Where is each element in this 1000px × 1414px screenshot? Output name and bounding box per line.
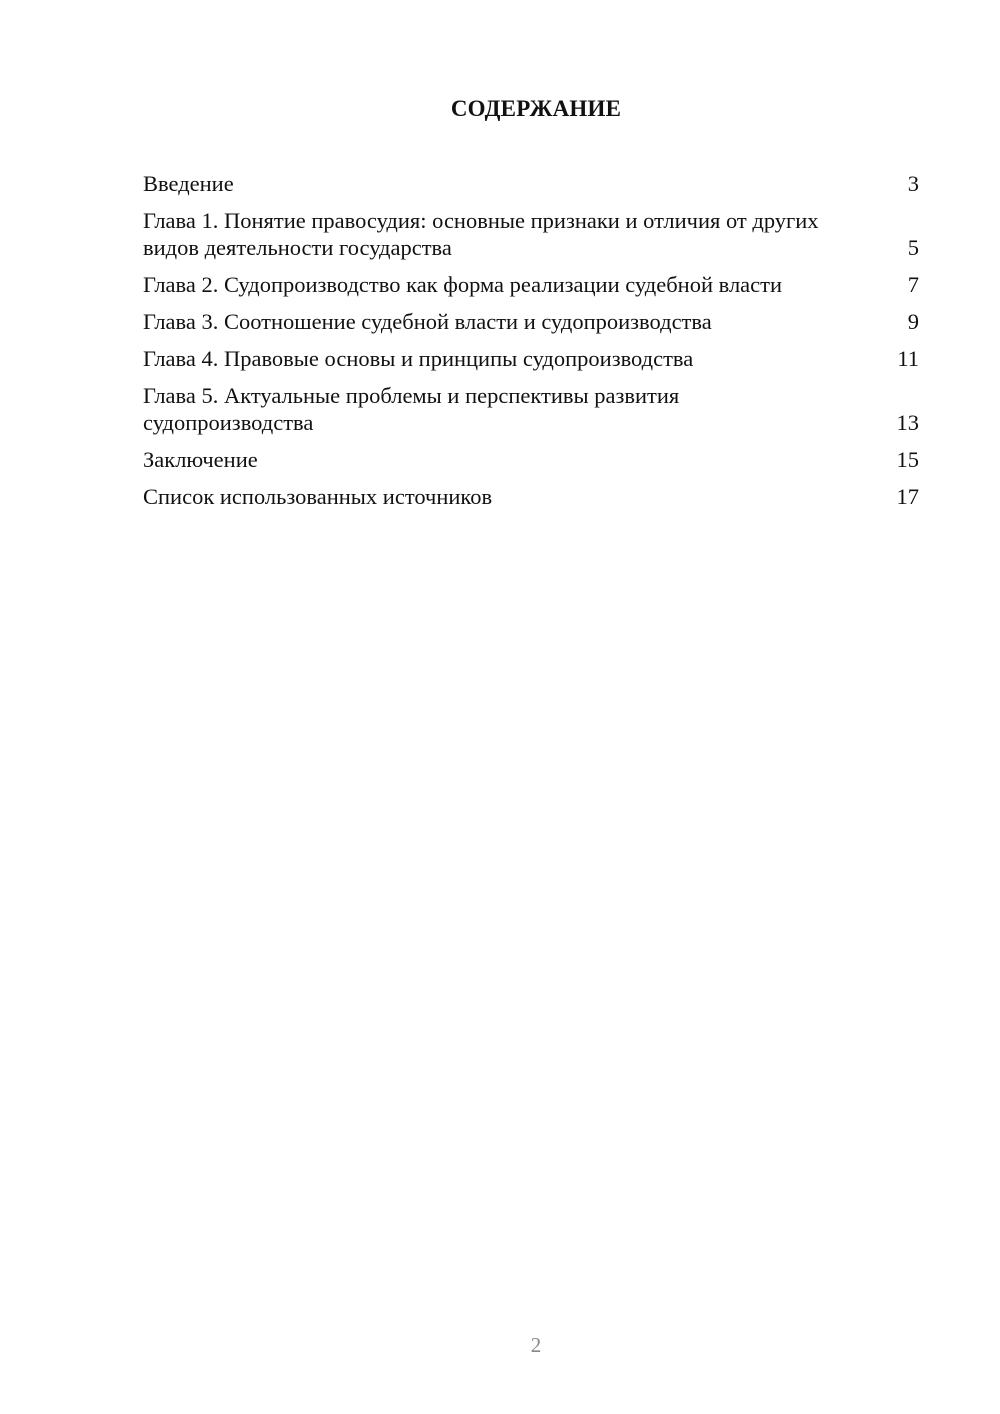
toc-entry-page: 11 (897, 346, 919, 371)
toc-entry-title: Глава 2. Судопроизводство как форма реализации судебной власти (143, 272, 783, 297)
toc-entry-title: Глава 3. Соотношение судебной власти и судопроизводства (143, 309, 712, 334)
toc-entry (143, 207, 919, 261)
toc-entry-title: Заключение (143, 447, 258, 472)
toc-entry (143, 170, 919, 197)
toc-entry (143, 382, 919, 436)
toc-entry (143, 271, 919, 298)
toc-entry-title: Глава 5. Актуальные проблемы и перспективы развития судопроизводства (143, 383, 680, 435)
toc-entry-title: Введение (143, 171, 234, 196)
toc-entry-page: 3 (907, 171, 919, 196)
toc-entry-page: 17 (896, 484, 919, 509)
table-of-contents (143, 170, 919, 520)
toc-entry-title: Список использованных источников (143, 484, 493, 509)
toc-entry-page: 15 (896, 447, 919, 472)
toc-entry (143, 308, 919, 335)
toc-entry (143, 446, 919, 473)
toc-entry-page: 5 (907, 235, 919, 260)
toc-entry-title: Глава 4. Правовые основы и принципы судопроизводства (143, 346, 694, 371)
toc-entry (143, 345, 919, 372)
toc-entry-page: 13 (896, 410, 919, 435)
toc-entry-title: Глава 1. Понятие правосудия: основные признаки и отличия от других видов деятельности государства (143, 208, 819, 260)
toc-entry (143, 483, 919, 510)
page-number: 2 (530, 1333, 542, 1357)
toc-entry-page: 7 (907, 272, 919, 297)
toc-entry-page: 9 (907, 309, 919, 334)
page-title: СОДЕРЖАНИЕ (450, 96, 622, 121)
